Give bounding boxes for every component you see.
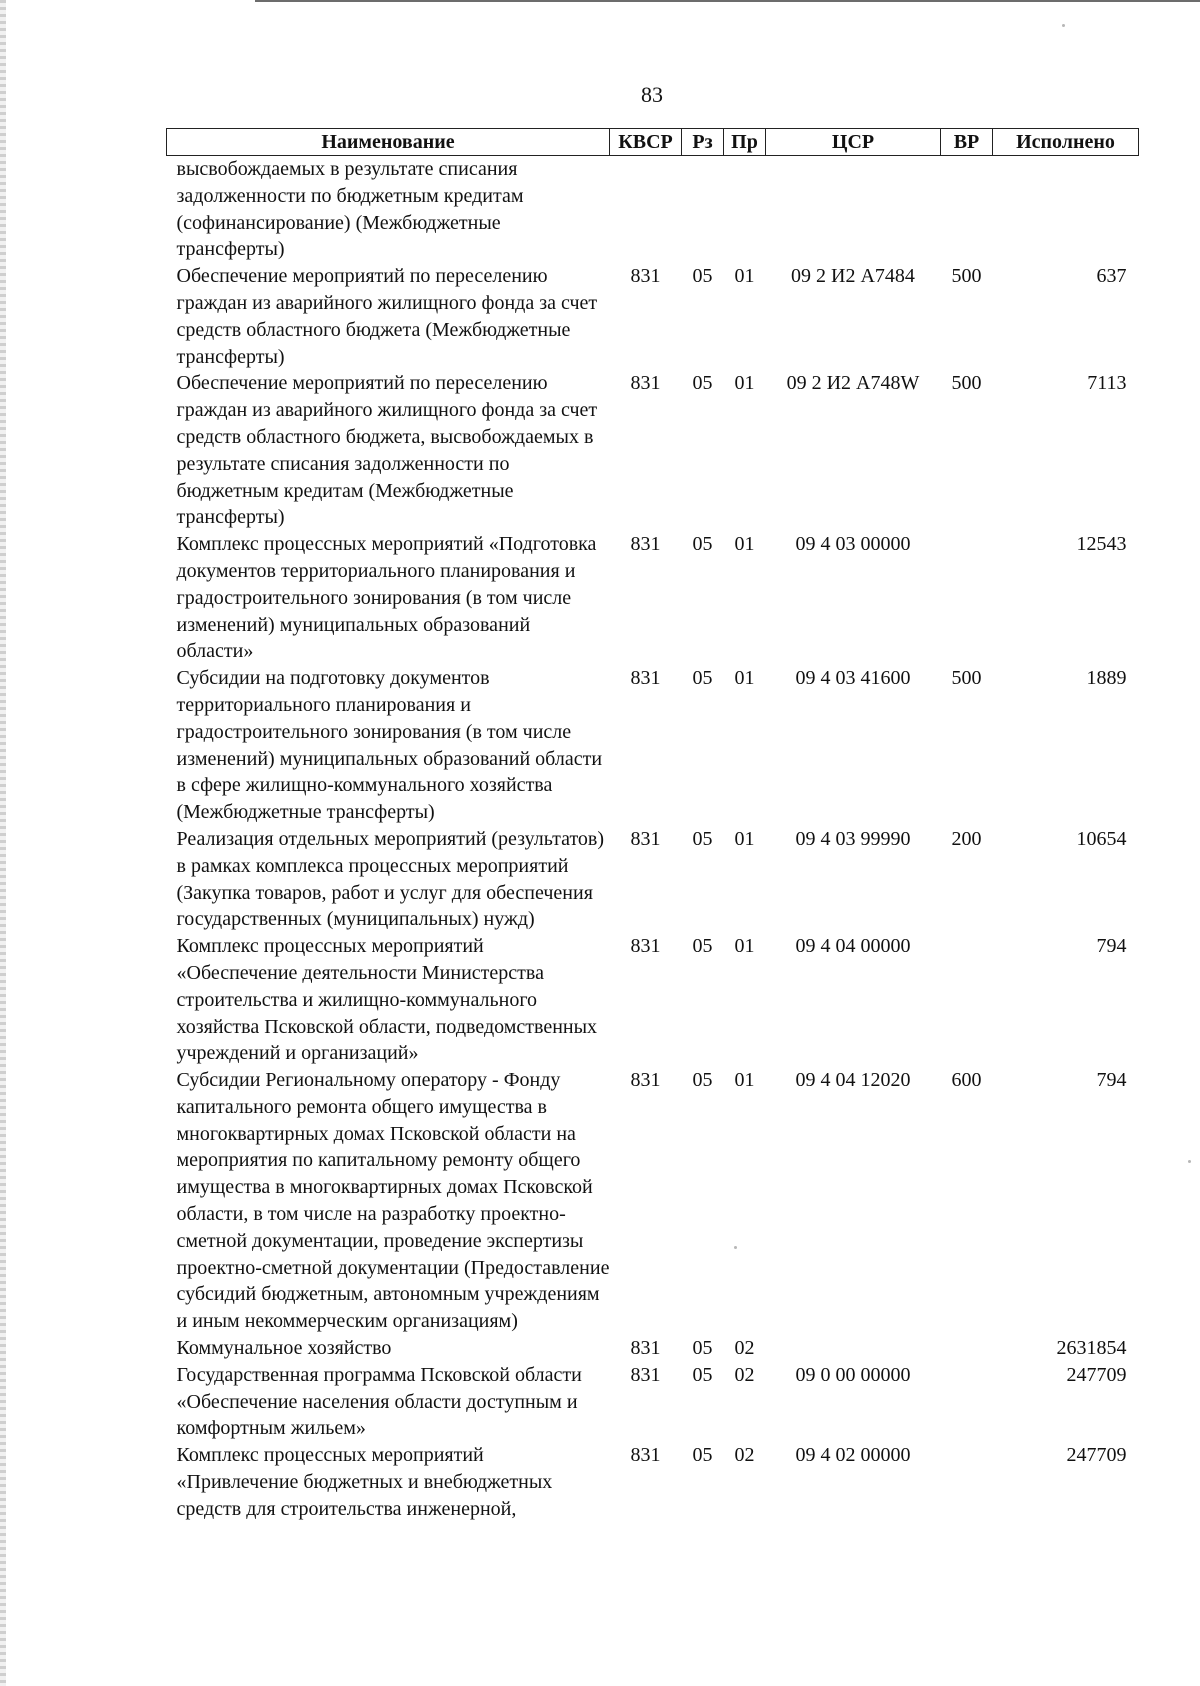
cell-csr: 09 2 И2 А7484 xyxy=(791,265,915,288)
table-row xyxy=(167,1442,1139,1522)
cell-kvsr: 831 xyxy=(630,667,661,690)
cell-csr: 09 4 04 12020 xyxy=(795,1069,911,1092)
table-row xyxy=(167,1067,1139,1335)
table-row xyxy=(167,665,1139,826)
cell-done: 637 xyxy=(1096,265,1127,288)
cell-done xyxy=(993,156,1139,264)
cell-kvsr: 831 xyxy=(630,1444,661,1467)
cell-name: Комплекс процессных мероприятий «Обеспечение деятельности Министерства строительства и жилищно-коммунального хозяйства Псковской области, подведомственных учреждений и организаций» xyxy=(176,935,598,1065)
header-name: Наименование xyxy=(167,129,610,156)
cell-rz xyxy=(682,156,724,264)
cell-name: Комплекс процессных мероприятий «Привлечение бюджетных и внебюджетных средств для строительства инженерной, xyxy=(176,1444,553,1520)
cell-rz: 05 xyxy=(692,533,713,556)
cell-csr: 09 4 04 00000 xyxy=(795,935,911,958)
cell-name: Обеспечение мероприятий по переселению граждан из аварийного жилищного фонда за счет средств областного бюджета, высвобождаемых в результате списания задолженности по бюджетным кредитам (Межбюджетные трансферты) xyxy=(176,372,598,529)
cell-name: Субсидии на подготовку документов территориального планирования и градостроительного зонирования (в том числе изменений) муниципальных образований области в сфере жилищно-коммунального хозяйства (Межбюджетные трансферты) xyxy=(176,667,603,824)
cell-rz: 05 xyxy=(692,1069,713,1092)
table-header xyxy=(167,129,1139,156)
cell-kvsr: 831 xyxy=(630,827,661,850)
cell-vr xyxy=(941,933,993,1067)
cell-vr xyxy=(941,531,993,665)
cell-kvsr: 831 xyxy=(630,935,661,958)
cell-kvsr: 831 xyxy=(630,533,661,556)
cell-pr: 01 xyxy=(734,533,755,556)
cell-rz: 05 xyxy=(692,935,713,958)
cell-vr: 200 xyxy=(951,827,982,850)
cell-csr: 09 2 И2 А748W xyxy=(786,372,920,395)
cell-name: Субсидии Региональному оператору - Фонду капитального ремонта общего имущества в многоквартирных домах Псковской области на мероприятия по капитальному ремонту общего имущества в многоквартирных домах Псковской области, в том числе на разработку проектно-сметной документации, проведение экспертизы проектно-сметной документации (Предоставление субсидий бюджетным, автономным учреждениям и иным некоммерческим организациям) xyxy=(176,1069,610,1333)
cell-vr xyxy=(941,1362,993,1442)
cell-rz: 05 xyxy=(692,667,713,690)
cell-pr: 01 xyxy=(734,935,755,958)
header-done: Исполнено xyxy=(993,129,1139,156)
header-pr: Пр xyxy=(724,129,766,156)
cell-done: 10654 xyxy=(1076,827,1127,850)
scan-speck xyxy=(1062,24,1065,27)
cell-name: Коммунальное хозяйство xyxy=(176,1337,392,1360)
table-row xyxy=(167,1362,1139,1442)
cell-pr: 01 xyxy=(734,827,755,850)
cell-vr xyxy=(941,1442,993,1522)
cell-done: 7113 xyxy=(1087,372,1127,395)
cell-pr: 02 xyxy=(734,1363,755,1386)
scan-edge-left xyxy=(0,0,6,1686)
cell-name: высвобождаемых в результате списания задолженности по бюджетным кредитам (софинансирование) (Межбюджетные трансферты) xyxy=(176,158,524,261)
cell-pr: 02 xyxy=(734,1444,755,1467)
cell-kvsr: 831 xyxy=(630,265,661,288)
header-vr: ВР xyxy=(941,129,993,156)
cell-pr: 01 xyxy=(734,667,755,690)
cell-csr xyxy=(766,1335,941,1362)
table-row xyxy=(167,826,1139,933)
scan-edge-top xyxy=(255,0,1200,2)
cell-rz: 05 xyxy=(692,1444,713,1467)
cell-vr xyxy=(941,1335,993,1362)
cell-done: 12543 xyxy=(1076,533,1127,556)
cell-rz: 05 xyxy=(692,827,713,850)
cell-done: 794 xyxy=(1096,935,1127,958)
cell-rz: 05 xyxy=(692,1337,713,1360)
header-csr: ЦСР xyxy=(766,129,941,156)
cell-pr xyxy=(724,156,766,264)
cell-pr: 01 xyxy=(734,372,755,395)
table-row xyxy=(167,370,1139,531)
cell-pr: 01 xyxy=(734,265,755,288)
cell-vr: 600 xyxy=(951,1069,982,1092)
cell-name: Обеспечение мероприятий по переселению граждан из аварийного жилищного фонда за счет средств областного бюджета (Межбюджетные трансферты) xyxy=(176,265,598,368)
page-number: 83 xyxy=(641,82,663,107)
cell-done: 247709 xyxy=(1066,1363,1127,1386)
cell-kvsr: 831 xyxy=(630,1337,661,1360)
cell-vr: 500 xyxy=(951,667,982,690)
cell-done: 1889 xyxy=(1086,667,1127,690)
table-row xyxy=(167,531,1139,665)
cell-name: Реализация отдельных мероприятий (результатов) в рамках комплекса процессных мероприятий (Закупка товаров, работ и услуг для обеспечения государственных (муниципальных) нужд) xyxy=(176,827,605,931)
cell-kvsr: 831 xyxy=(630,372,661,395)
cell-csr: 09 0 00 00000 xyxy=(795,1363,911,1386)
table-row xyxy=(167,1335,1139,1362)
cell-rz: 05 xyxy=(692,265,713,288)
cell-name: Государственная программа Псковской области «Обеспечение населения области доступным и комфортным жильем» xyxy=(176,1363,582,1440)
cell-csr: 09 4 03 00000 xyxy=(795,533,911,556)
budget-execution-table xyxy=(166,128,1139,1523)
cell-kvsr xyxy=(610,156,682,264)
cell-csr: 09 4 02 00000 xyxy=(795,1444,911,1467)
header-kvsr: КВСР xyxy=(610,129,682,156)
cell-rz: 05 xyxy=(692,372,713,395)
table-row xyxy=(167,933,1139,1067)
cell-kvsr: 831 xyxy=(630,1069,661,1092)
cell-rz: 05 xyxy=(692,1363,713,1386)
table-row xyxy=(167,156,1139,264)
header-rz: Рз xyxy=(682,129,724,156)
table-row xyxy=(167,263,1139,370)
cell-csr xyxy=(766,156,941,264)
cell-done: 2631854 xyxy=(1056,1337,1127,1360)
cell-csr: 09 4 03 41600 xyxy=(795,667,911,690)
cell-csr: 09 4 03 99990 xyxy=(795,827,911,850)
cell-vr: 500 xyxy=(951,372,982,395)
cell-name: Комплекс процессных мероприятий «Подготовка документов территориального планирования и градостроительного зонирования (в том числе изменений) муниципальных образований области» xyxy=(176,533,597,663)
cell-vr xyxy=(941,156,993,264)
cell-vr: 500 xyxy=(951,265,982,288)
cell-done: 794 xyxy=(1096,1069,1127,1092)
cell-pr: 01 xyxy=(734,1069,755,1092)
cell-done: 247709 xyxy=(1066,1444,1127,1467)
cell-pr: 02 xyxy=(734,1337,755,1360)
cell-kvsr: 831 xyxy=(630,1363,661,1386)
scan-speck xyxy=(1188,1160,1191,1163)
